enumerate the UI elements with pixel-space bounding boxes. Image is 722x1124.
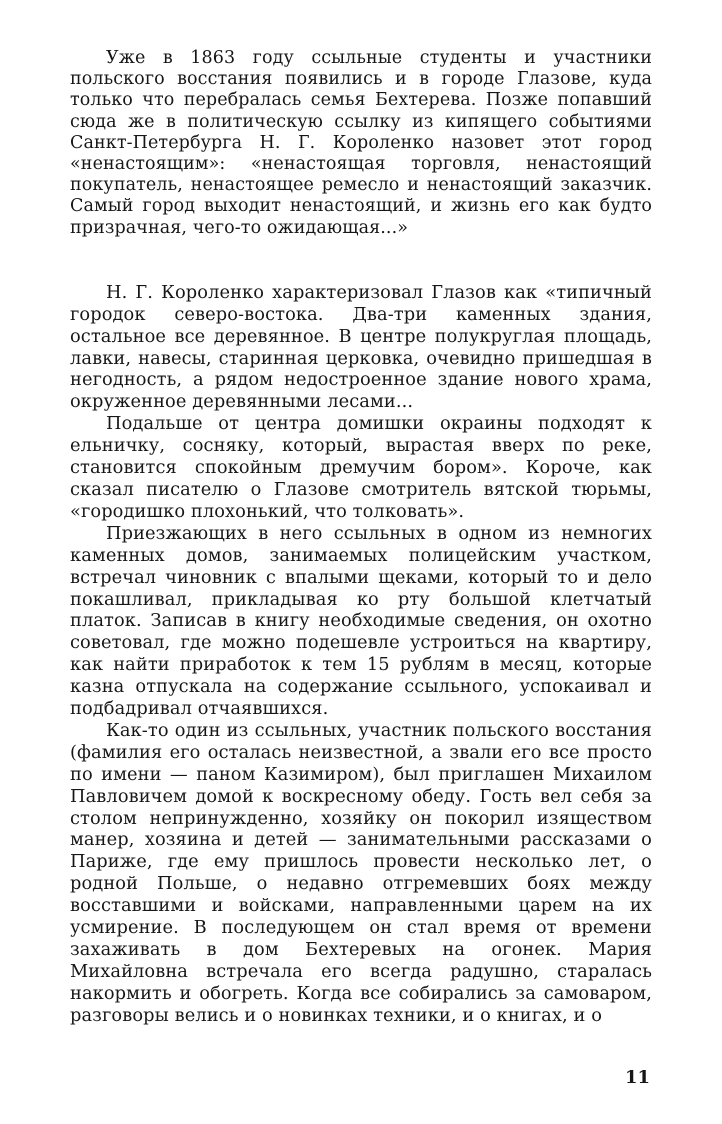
page-number: 11 — [624, 1067, 650, 1088]
paragraph-4: Как-то один из ссыльных, участник польского восстания (фамилия его осталась неизвестной, а звали его все просто по имени — паном Казимиром), был приглашен Михаилом Павловичем домой к воскресному обеду. Гость вел себя за столом непринужденно, хозяйку он покорил изяществом манер, хозяина и детей — занимательными рассказами о Париже, где ему пришлось провести несколько лет, о родной Польше, о недавно отгремевших боях между восставшими и войсками, направленными царем на их усмирение. В последующем он стал время от времени захаживать в дом Бехтеревых на огонек. Мария Михайловна встречала его всегда радушно, старалась накормить и обогреть. Когда все собирались за самоваром, разговоры велись и о новинках техники, и о книгах, и о — [70, 719, 652, 1026]
paragraph-3: Приезжающих в него ссыльных в одном из немногих каменных домов, занимаемых полицейским участком, встречал чиновник с впалыми щеками, который то и дело покашливал, прикладывая ко рту большой клетчатый платок. Записав в книгу необходимые сведения, он охотно советовал, где можно подешевле устроиться на квартиру, как найти приработок к тем 15 рублям в месяц, которые казна отпускала на содержание ссыльного, успокаивал и подбадривал отчаявшихся. — [70, 522, 652, 720]
page-content — [70, 48, 652, 1027]
paragraph-1: Н. Г. Короленко характеризовал Глазов как «типичный городок северо-востока. Два-три каменных здания, остальное все деревянное. В центре полукруглая площадь, лавки, навесы, старинная церковка, очевидно пришедшая в негодность, а рядом недостроенное здание нового храма, окруженное деревянными лесами... — [70, 281, 652, 413]
main-text — [70, 282, 652, 1027]
paragraph-2: Подальше от центра домишки окраины подходят к ельничку, сосняку, который, вырастая вверх по реке, становится спокойным дремучим бором». Короче, как сказал писателю о Глазове смотритель вятской тюрьмы, «городишко плохонький, что толковать». — [70, 413, 652, 522]
intro-quote-paragraph: Уже в 1863 году ссыльные студенты и участники польского восстания появились и в городе Глазове, куда только что перебралась семья Бехтерева. Позже попавший сюда же в политическую ссылку из кипящего событиями Санкт-Петербурга Н. Г. Короленко назовет этот город «ненастоящим»: «ненастоящая торговля, ненастоящий покупатель, ненастоящее ремесло и ненастоящий заказчик. Самый город выходит ненастоящий, и жизнь его как будто призрачная, чего-то ожидающая...» — [70, 48, 652, 238]
